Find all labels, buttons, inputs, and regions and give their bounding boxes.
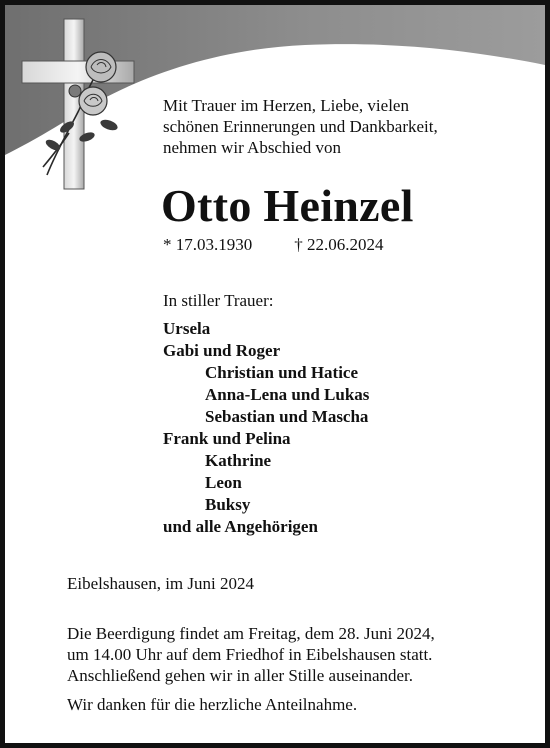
mourner-entry: Gabi und Roger — [163, 341, 281, 360]
mourner-entry: Ursela — [163, 319, 211, 338]
mourner-entry: Leon — [205, 473, 242, 492]
mourner-entry: und alle Angehörigen — [163, 517, 318, 536]
funeral-details — [67, 623, 435, 686]
death-date: † 22.06.2024 — [294, 235, 384, 254]
intro-line: Mit Trauer im Herzen, Liebe, vielen — [163, 96, 409, 115]
mourner-entry: Sebastian und Mascha — [205, 407, 369, 426]
mourner-entry: Kathrine — [205, 451, 272, 470]
cross-with-roses-icon — [17, 15, 147, 195]
intro-line: schönen Erinnerungen und Dankbarkeit, — [163, 117, 438, 136]
deceased-name: Otto Heinzel — [161, 180, 414, 231]
mourners-heading: In stiller Trauer: — [163, 291, 274, 310]
intro-text — [163, 95, 543, 158]
thanks-line: Wir danken für die herzliche Anteilnahme. — [67, 695, 358, 714]
mourners-list — [163, 318, 369, 538]
mourner-entry: Christian und Hatice — [205, 363, 359, 382]
funeral-line: um 14.00 Uhr auf dem Friedhof in Eibelshausen statt. — [67, 645, 433, 664]
funeral-line: Die Beerdigung findet am Freitag, dem 28. Juni 2024, — [67, 624, 435, 643]
birth-date: * 17.03.1930 — [163, 235, 253, 254]
mourner-entry: Anna-Lena und Lukas — [205, 385, 370, 404]
mourner-entry: Buksy — [205, 495, 251, 514]
intro-line: nehmen wir Abschied von — [163, 138, 341, 157]
place-and-date: Eibelshausen, im Juni 2024 — [67, 574, 254, 593]
funeral-line: Anschließend gehen wir in aller Stille auseinander. — [67, 666, 414, 685]
life-dates — [163, 235, 384, 255]
mourner-entry: Frank und Pelina — [163, 429, 291, 448]
